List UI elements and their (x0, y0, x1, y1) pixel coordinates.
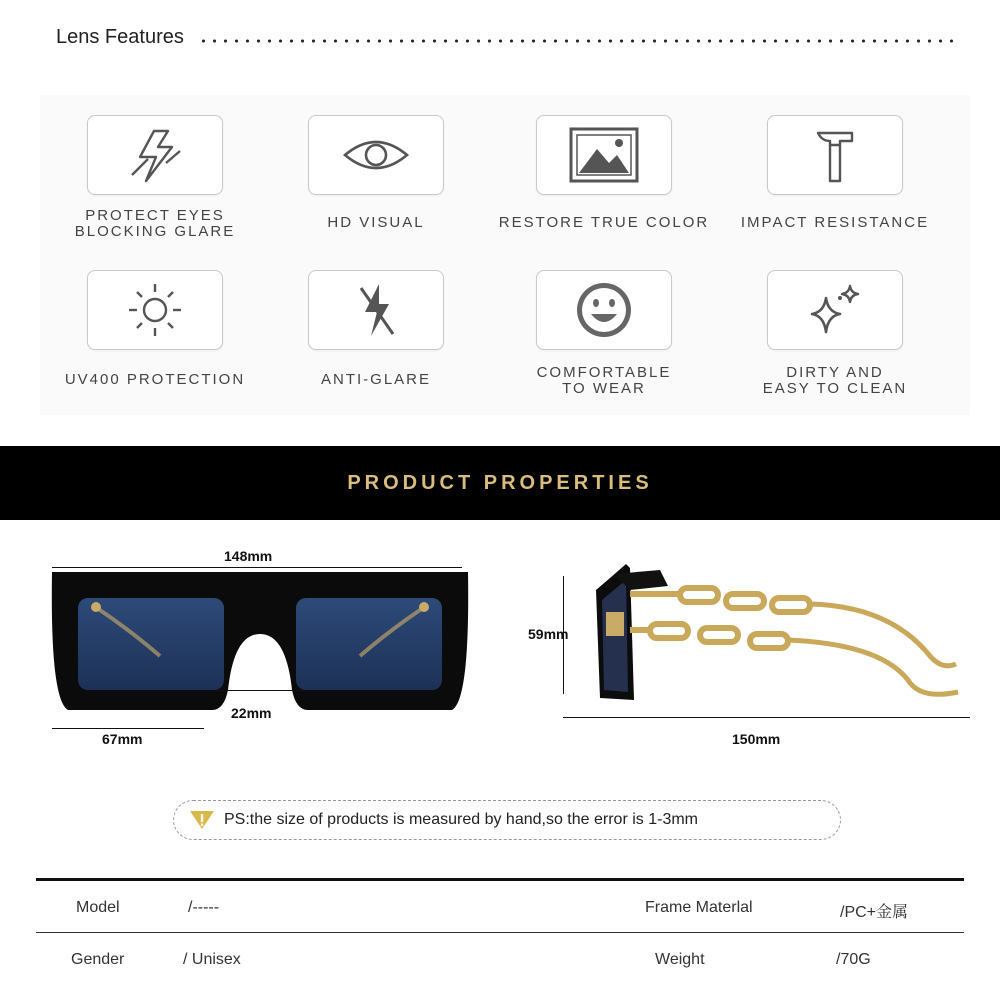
product-properties-banner (0, 446, 1000, 520)
bridge-line (216, 690, 304, 691)
feature-protect-eyes (40, 115, 270, 240)
feature-easy-clean (720, 270, 950, 397)
banner-title: PRODUCT PROPERTIES (347, 471, 653, 494)
feature-icon-box (767, 115, 903, 195)
model-value: /----- (188, 899, 220, 916)
lens-features-header (56, 26, 956, 49)
feature-icon-box (536, 270, 672, 350)
gender-label: Gender (71, 951, 125, 968)
frame-material-label: Frame Materlal (645, 899, 753, 916)
feature-restore-color (489, 115, 719, 231)
feature-label: DIRTY AND EASY TO CLEAN (762, 364, 908, 397)
temple-length-line (563, 717, 970, 718)
frame-material-value: /PC+金属 (840, 904, 909, 921)
side-view-glasses-image (590, 560, 970, 710)
feature-impact-resistance (720, 115, 950, 231)
landscape-image-icon (569, 123, 639, 187)
feature-label: IMPACT RESISTANCE (740, 214, 930, 231)
feature-label: UV400 PROTECTION (64, 371, 246, 388)
section-title: Lens Features (56, 26, 184, 48)
weight-value: /70G (836, 951, 871, 968)
feature-icon-box (308, 115, 444, 195)
model-label: Model (76, 899, 120, 916)
feature-icon-box (767, 270, 903, 350)
feature-label: PROTECT EYES BLOCKING GLARE (74, 207, 236, 240)
note-text: PS:the size of products is measured by hand,so the error is 1-3mm (224, 811, 698, 828)
eye-icon (341, 123, 411, 187)
feature-icon-box (536, 115, 672, 195)
features-grid (40, 95, 970, 415)
bridge-label: 22mm (231, 705, 272, 721)
feature-anti-glare (261, 270, 491, 388)
frame-width-label: 148mm (224, 548, 273, 564)
feature-label: COMFORTABLE TO WEAR (536, 364, 672, 397)
gender-value: / Unisex (183, 951, 241, 968)
lens-height-label: 59mm (528, 626, 569, 642)
lens-width-line (52, 728, 204, 729)
smiley-icon (569, 278, 639, 342)
weight-label: Weight (655, 951, 705, 968)
front-view-glasses-image (40, 560, 480, 720)
feature-comfortable (489, 270, 719, 397)
feature-label: RESTORE TRUE COLOR (498, 214, 710, 231)
feature-uv400 (40, 270, 270, 388)
sparkle-icon (800, 278, 870, 342)
feature-hd-visual (261, 115, 491, 231)
measurement-note (173, 800, 841, 840)
frame-width-line (52, 567, 462, 568)
sun-icon (120, 278, 190, 342)
feature-label: HD VISUAL (327, 214, 425, 231)
temple-length-label: 150mm (732, 731, 781, 747)
feature-icon-box (87, 270, 223, 350)
table-row (36, 933, 964, 985)
warning-triangle-icon (188, 809, 216, 831)
table-row (36, 881, 964, 933)
feature-label: ANTI-GLARE (320, 371, 431, 388)
feature-icon-box (308, 270, 444, 350)
crossed-lightning-icon (341, 278, 411, 342)
feature-icon-box (87, 115, 223, 195)
spec-table (36, 878, 964, 985)
hammer-icon (800, 123, 870, 187)
lens-width-label: 67mm (102, 731, 143, 747)
lightning-icon (120, 123, 190, 187)
dotted-divider (198, 39, 956, 43)
